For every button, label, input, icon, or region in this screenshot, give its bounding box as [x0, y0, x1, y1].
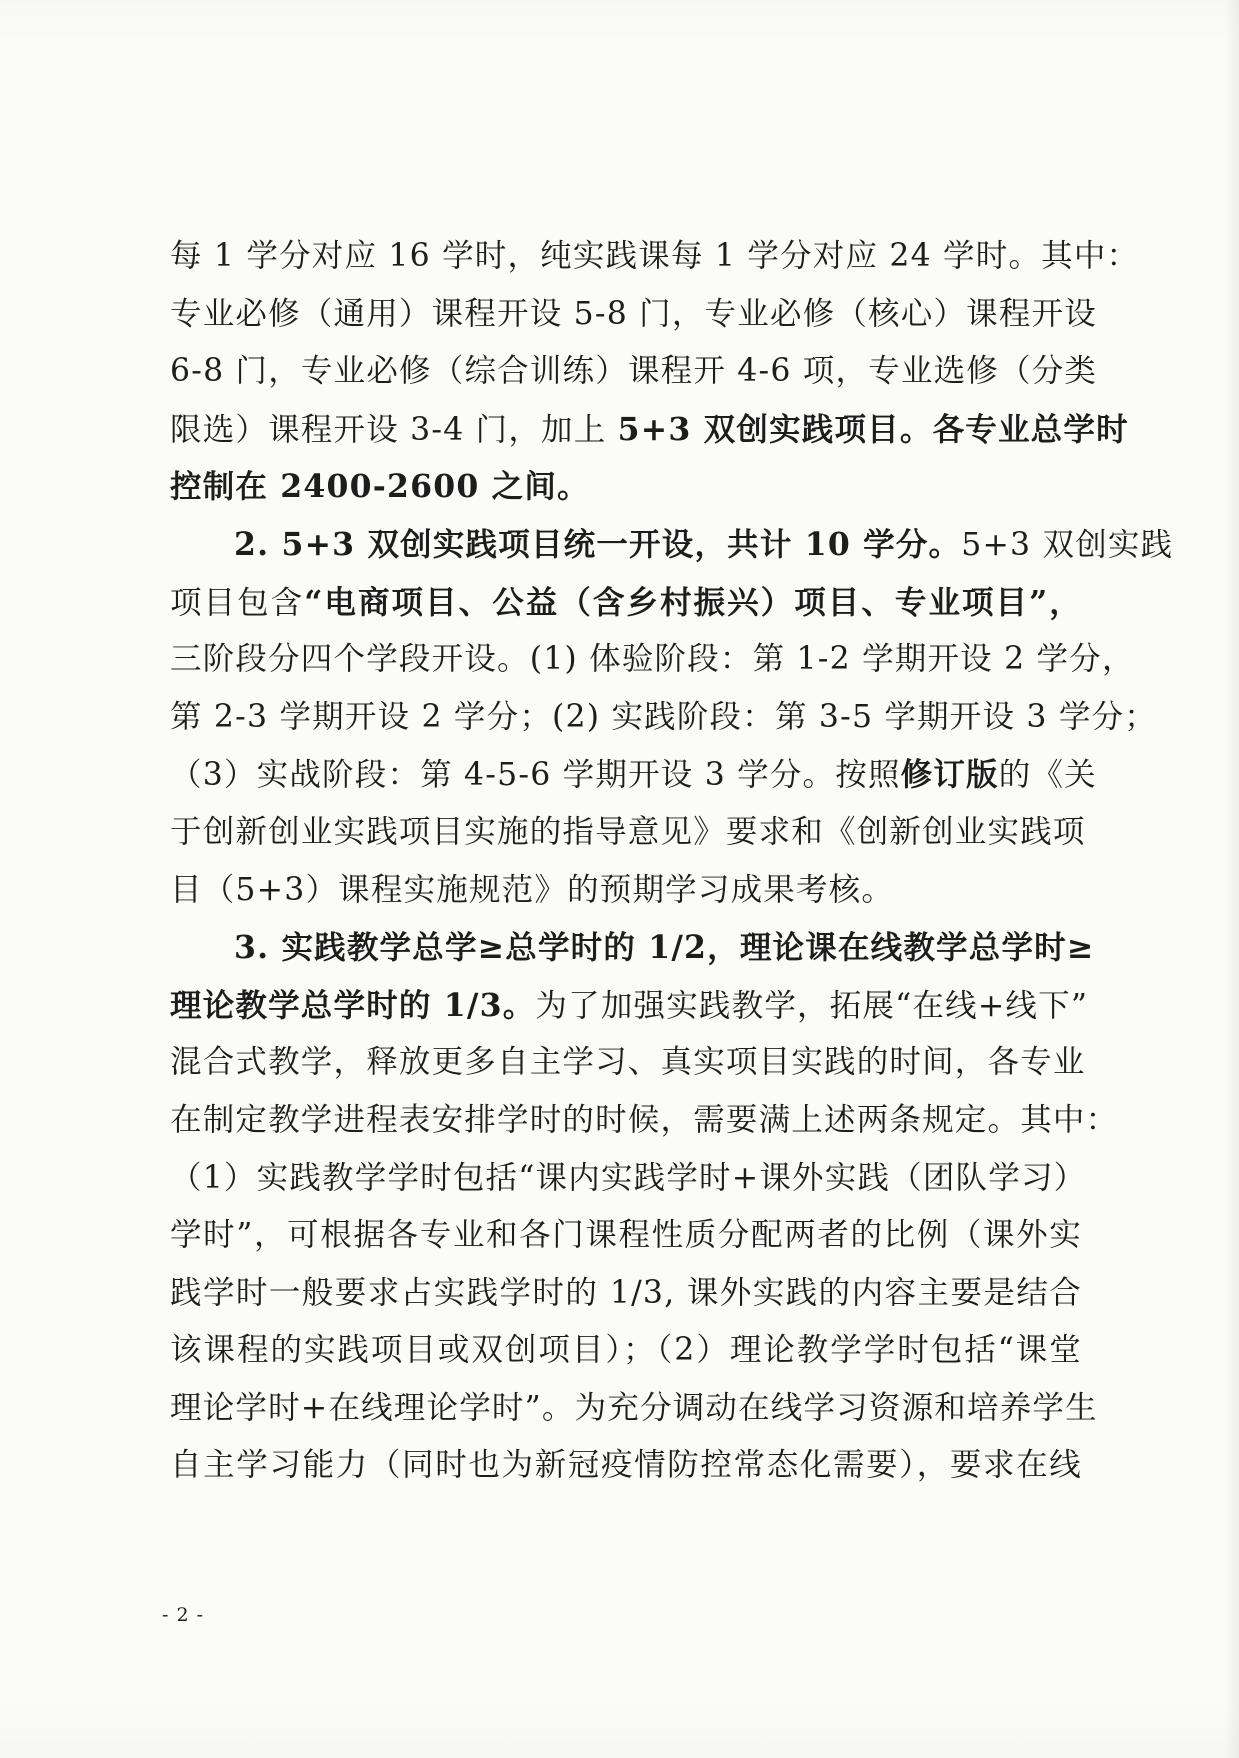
text-line [170, 401, 1129, 459]
text-segment: 限选）课程开设 3-4 门，加上 [170, 411, 618, 448]
bold-text-segment: “电商项目、公益（含乡村振兴）项目、专业项目”， [304, 583, 1082, 621]
text-segment: （3）实战阶段：第 4-5-6 学期开设 3 学分。按照 [170, 757, 901, 794]
text-line [170, 343, 1098, 401]
text-line [170, 1437, 1082, 1495]
text-segment: 三阶段分四个学段开设。(1) 体验阶段：第 1-2 学期开设 2 学分， [170, 641, 1135, 678]
text-line [170, 977, 1089, 1035]
bold-text-segment: 控制在 2400-2600 之间。 [170, 468, 590, 506]
bold-text-segment: 2. 5+3 双创实践项目统一开设，共计 10 学分。 [234, 525, 962, 563]
document-body [170, 228, 1174, 1495]
text-line [170, 1265, 1082, 1323]
text-segment: 为了加强实践教学，拓展“在线+线下” [535, 987, 1089, 1024]
page-number: - 2 - [162, 1604, 205, 1626]
text-segment: 自主学习能力（同时也为新冠疫情防控常态化需要），要求在线 [170, 1447, 1082, 1484]
text-line [170, 1207, 1082, 1265]
text-line [170, 1034, 1086, 1092]
scan-edge-shadow [1225, 0, 1239, 1758]
text-line [170, 286, 1097, 344]
text-line [170, 919, 1095, 977]
text-line [170, 228, 1140, 286]
bold-text-segment: 修订版 [900, 756, 999, 794]
text-segment: 的《关 [998, 757, 1097, 794]
text-segment: 理论学时+在线理论学时”。为充分调动在线学习资源和培养学生 [170, 1389, 1098, 1426]
text-segment: 混合式教学，释放更多自主学习、真实项目实践的时间，各专业 [170, 1044, 1086, 1081]
text-line [170, 1322, 1082, 1380]
text-line [170, 1380, 1098, 1438]
text-line [170, 1150, 1087, 1208]
text-segment: 6-8 门，专业必修（综合训练）课程开 4-6 项，专业选修（分类 [170, 353, 1098, 390]
text-segment: 于创新创业实践项目实施的指导意见》要求和《创新创业实践项 [170, 813, 1086, 850]
text-segment: 目（5+3）课程实施规范》的预期学习成果考核。 [170, 871, 895, 908]
text-line [170, 458, 1082, 516]
text-segment: 5+3 双创实践 [961, 526, 1174, 563]
text-segment: 第 2-3 学期开设 2 学分；(2) 实践阶段：第 3-5 学期开设 3 学分； [170, 698, 1157, 735]
text-line [170, 862, 1082, 920]
text-line [170, 631, 1135, 689]
text-segment: 专业必修（通用）课程开设 5-8 门，专业必修（核心）课程开设 [170, 295, 1097, 332]
text-line [170, 804, 1086, 862]
text-line [170, 746, 1097, 804]
text-segment: 学时”，可根据各专业和各门课程性质分配两者的比例（课外实 [170, 1217, 1082, 1254]
text-line [170, 574, 1082, 632]
text-segment: 该课程的实践项目或双创项目）；（2）理论教学学时包括“课堂 [170, 1332, 1082, 1369]
text-line [170, 1092, 1119, 1150]
text-segment: （1）实践教学学时包括“课内实践学时+课外实践（团队学习） [170, 1159, 1087, 1196]
text-segment: 践学时一般要求占实践学时的 1/3, 课外实践的内容主要是结合 [170, 1274, 1082, 1311]
text-line [170, 516, 1174, 574]
text-segment: 在制定教学进程表安排学时的时候，需要满上述两条规定。其中： [170, 1101, 1119, 1138]
bold-text-segment: 3. 实践教学总学≥总学时的 1/2，理论课在线教学总学时≥ [234, 929, 1095, 967]
text-line [170, 689, 1157, 747]
bold-text-segment: 理论教学总学时的 1/3。 [170, 986, 536, 1024]
text-segment: 项目包含 [170, 584, 305, 621]
bold-text-segment: 5+3 双创实践项目。各专业总学时 [617, 410, 1129, 448]
text-segment: 每 1 学分对应 16 学时，纯实践课每 1 学分对应 24 学时。其中： [170, 238, 1140, 274]
